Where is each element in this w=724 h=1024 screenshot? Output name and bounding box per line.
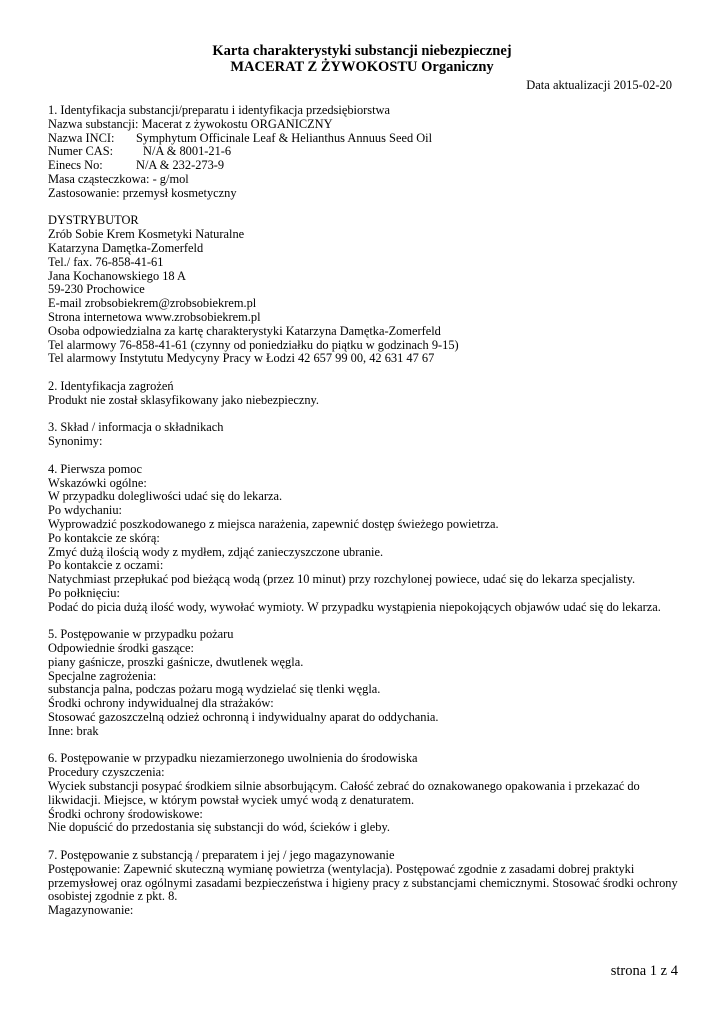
postal-city: 59-230 Prochowice (48, 282, 145, 297)
section-text: Wskazówki ogólne: (48, 475, 147, 490)
molar-mass: Masa cząsteczkowa: - g/mol (48, 171, 189, 186)
section-heading: 2. Identyfikacja zagrożeń (48, 378, 174, 393)
page-number: strona 1 z 4 (610, 963, 678, 979)
einecs-label: Einecs No: (48, 158, 103, 173)
update-date: Data aktualizacji 2015-02-20 (526, 78, 672, 92)
einecs-value: N/A & 232-273-9 (136, 158, 225, 173)
section-heading: 5. Postępowanie w przypadku pożaru (48, 627, 234, 642)
inci-label: Nazwa INCI: (48, 130, 115, 145)
section-text: Zmyć dużą ilością wody z mydłem, zdjąć zanieczyszczone ubranie. (48, 544, 384, 559)
section-text: substancja palna, podczas pożaru mogą wydzielać się tlenki węgla. (48, 682, 381, 697)
section-text: Odpowiednie środki gaszące: (48, 641, 194, 656)
section-text: likwidacji. Miejsce, w którym powstał wyciek umyć wodą z denaturatem. (48, 792, 415, 807)
einecs-row (48, 159, 688, 173)
section-text: Inne: brak (48, 723, 99, 738)
section-text: Procedury czyszczenia: (48, 765, 165, 780)
inci-row (48, 132, 688, 146)
email-line: E-mail zrobsobiekrem@zrobsobiekrem.pl (48, 296, 257, 311)
responsible-person: Osoba odpowiedzialna za kartę charakterystyki Katarzyna Damętka-Zomerfeld (48, 323, 441, 338)
section-text: Po wdychaniu: (48, 503, 122, 518)
distributor-block (48, 214, 688, 366)
section-heading: 7. Postępowanie z substancją / preparatem i jej / jego magazynowanie (48, 848, 395, 863)
section-text: Wyciek substancji posypać środkiem silnie absorbującym. Całość zebrać do oznakowanego opakowania i przekazać do (48, 779, 640, 794)
phone-fax: Tel./ fax. 76-858-41-61 (48, 254, 164, 269)
section-text: Po kontakcie z oczami: (48, 558, 164, 573)
street-address: Jana Kochanowskiego 18 A (48, 268, 186, 283)
section-handling-storage (48, 849, 688, 918)
application: Zastosowanie: przemysł kosmetyczny (48, 185, 237, 200)
product-title: MACERAT Z ŻYWOKOSTU Organiczny (230, 59, 494, 75)
section-text: W przypadku dolegliwości udać się do lekarza. (48, 489, 283, 504)
cas-label: Numer CAS: (48, 144, 114, 159)
substance-name: Nazwa substancji: Macerat z żywokostu ORGANICZNY (48, 116, 333, 131)
section-heading: 1. Identyfikacja substancji/preparatu i identyfikacja przedsiębiorstwa (48, 103, 390, 117)
section-text: Nie dopuścić do przedostania się substancji do wód, ścieków i gleby. (48, 820, 390, 835)
section-text: Natychmiast przepłukać pod bieżącą wodą (przez 10 minut) przy rozchylonej powiece, udać się do lekarza specjalisty. (48, 572, 636, 587)
inci-value: Symphytum Officinale Leaf & Helianthus Annuus Seed Oil (136, 130, 433, 145)
emergency-phone: Tel alarmowy 76-858-41-61 (czynny od poniedziałku do piątku w godzinach 9-15) (48, 337, 459, 352)
section-text: Środki ochrony indywidualnej dla strażaków: (48, 696, 274, 711)
section-text: Po połknięciu: (48, 585, 120, 600)
section-composition (48, 421, 688, 449)
section-text: osobistej zgodnie z pkt. 8. (48, 889, 178, 904)
section-text: Wyprowadzić poszkodowanego z miejsca narażenia, zapewnić dostęp świeżego powietrza. (48, 516, 499, 531)
section-fire (48, 628, 688, 738)
section-text: Po kontakcie ze skórą: (48, 530, 160, 545)
section-identification (48, 104, 688, 201)
cas-row (48, 145, 688, 159)
institute-emergency-phone: Tel alarmowy Instytutu Medycyny Pracy w Łodzi 42 657 99 00, 42 631 47 67 (48, 351, 435, 366)
section-text: Magazynowanie: (48, 903, 134, 918)
section-hazards (48, 380, 688, 408)
document-title: Karta charakterystyki substancji niebezpiecznej (212, 43, 512, 59)
section-text: Stosować gazoszczelną odzież ochronną i indywidualny aparat do oddychania. (48, 710, 439, 725)
section-text: Produkt nie został sklasyfikowany jako niebezpieczny. (48, 392, 320, 407)
section-text: Środki ochrony środowiskowe: (48, 806, 203, 821)
section-text: Postępowanie: Zapewnić skuteczną wymianę powietrza (wentylacja). Postępować zgodnie z zasadami dobrej praktyki (48, 861, 635, 876)
document-body (48, 104, 688, 932)
owner-name: Katarzyna Damętka-Zomerfeld (48, 240, 204, 255)
section-text: Specjalne zagrożenia: (48, 668, 157, 683)
section-text: Synonimy: (48, 434, 103, 449)
cas-value: N/A & 8001-21-6 (143, 144, 232, 159)
section-text: Podać do picia dużą ilość wody, wywołać wymioty. W przypadku wystąpienia niepokojących objawów udać się do lekarza. (48, 599, 661, 614)
section-heading: 3. Skład / informacja o składnikach (48, 420, 224, 435)
company-name: Zrób Sobie Krem Kosmetyki Naturalne (48, 227, 245, 242)
website-line: Strona internetowa www.zrobsobiekrem.pl (48, 309, 261, 324)
section-text: przemysłowej oraz ogólnymi zasadami bezpieczeństwa i higieny pracy z substancjami chemicznymi. Stosować środki ochrony (48, 875, 678, 890)
section-first-aid (48, 463, 688, 615)
distributor-heading: DYSTRYBUTOR (48, 213, 139, 228)
section-heading: 6. Postępowanie w przypadku niezamierzonego uwolnienia do środowiska (48, 751, 418, 766)
section-accidental-release (48, 752, 688, 835)
section-text: piany gaśnicze, proszki gaśnicze, dwutlenek węgla. (48, 654, 304, 669)
section-heading: 4. Pierwsza pomoc (48, 461, 142, 476)
